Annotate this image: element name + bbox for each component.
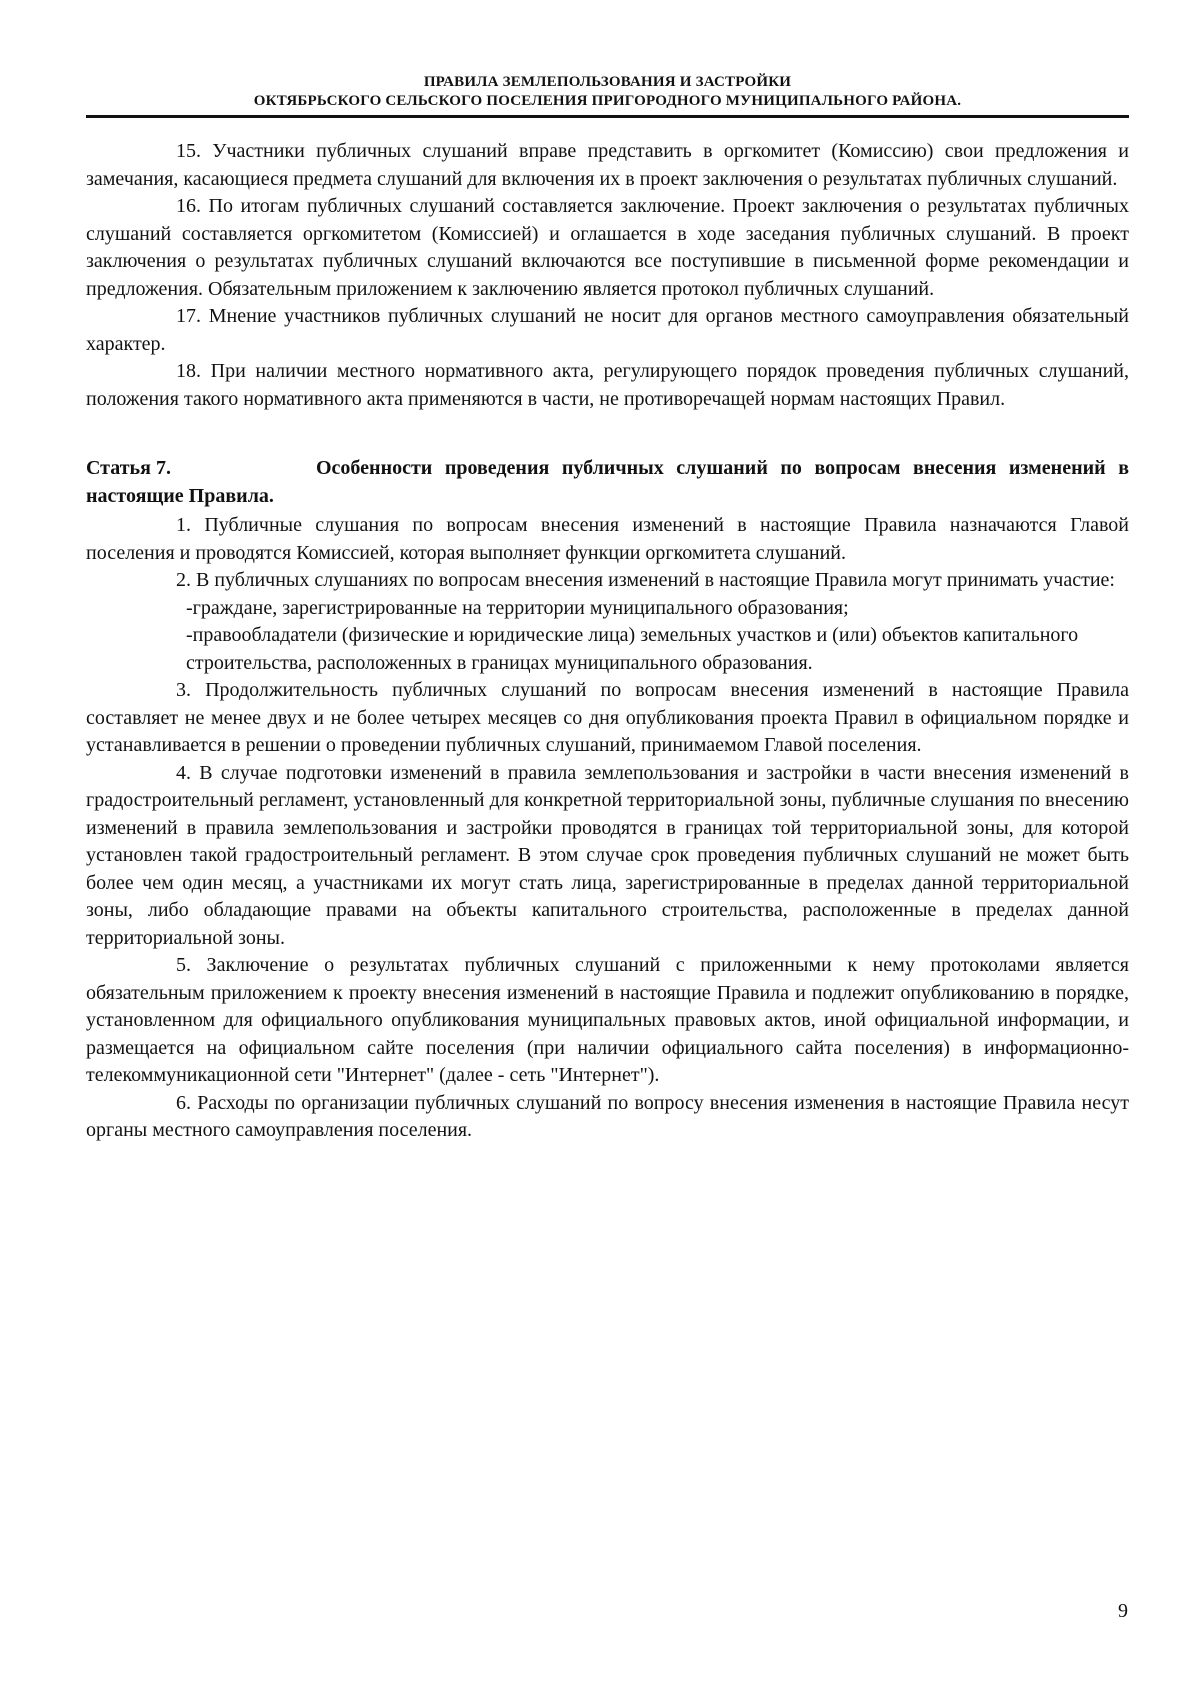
header-line-1: ПРАВИЛА ЗЕМЛЕПОЛЬЗОВАНИЯ И ЗАСТРОЙКИ [423,74,792,90]
paragraph-16: 16. По итогам публичных слушаний составляется заключение. Проект заключения о результатах публичных слушаний составляется оргкомитетом (Комиссией) и оглашается в ходе заседания публичных слушаний. В проект заключения о результатах публичных слушаний включаются все поступившие в письменной форме рекомендации и предложения. Обязательным приложением к заключению является протокол публичных слушаний. [86,195,1129,300]
running-header [86,73,1129,111]
article-paragraph-6: 6. Расходы по организации публичных слушаний по вопросу внесения изменения в настоящие Правила несут органы местного самоуправления поселения. [86,1091,1129,1141]
article-paragraph-5: 5. Заключение о результатах публичных слушаний с приложенными к нему протоколами является обязательным приложением к проекту внесения изменений в настоящие Правила и подлежит опубликованию в порядке, установленном для официального опубликования муниципальных правовых актов, иной официальной информации, и размещается на официальном сайте поселения (при наличии официального сайта поселения) в информационно-телекоммуникационной сети "Интернет" (далее - сеть "Интернет"). [86,954,1129,1086]
list-item-rightholders: -правообладатели (физические и юридические лица) земельных участков и (или) объектов капитального строительства, расположенных в границах муниципального образования. [186,624,1079,674]
paragraph-17: 17. Мнение участников публичных слушаний не носит для органов местного самоуправления обязательный характер. [86,305,1129,355]
paragraph-18: 18. При наличии местного нормативного акта, регулирующего порядок проведения публичных слушаний, положения такого нормативного акта применяются в части, не противоречащей нормам настоящих Правил. [86,360,1129,410]
article-heading [86,455,1129,510]
article-paragraph-1: 1. Публичные слушания по вопросам внесения изменений в настоящие Правила назначаются Главой поселения и проводятся Комиссией, которая выполняет функции оргкомитета слушаний. [86,514,1129,564]
list-item-citizens: -граждане, зарегистрированные на территории муниципального образования; [186,596,849,619]
article-paragraph-3: 3. Продолжительность публичных слушаний по вопросам внесения изменений в настоящие Правила составляет не менее двух и не более четырех месяцев со дня опубликования проекта Правил в официальном порядке и устанавливается в решении о проведении публичных слушаний, принимаемом Главой поселения. [86,679,1129,756]
header-divider [86,115,1129,118]
article-paragraph-4: 4. В случае подготовки изменений в правила землепользования и застройки в части внесения изменений в градостроительный регламент, установленный для конкретной территориальной зоны, публичные слушания по внесению изменений в правила землепользования и застройки проводятся в границах той территориальной зоны, для которой установлен такой градостроительный регламент. В этом случае срок проведения публичных слушаний не может быть более чем один месяц, а участниками их могут стать лица, зарегистрированные в пределах данной территориальной зоны, либо обладающие правами на объекты капитального строительства, расположенные в пределах данной территориальной зоны. [86,761,1129,949]
article-paragraph-2: 2. В публичных слушаниях по вопросам внесения изменений в настоящие Правила могут принимать участие: [176,569,1115,591]
page-number: 9 [1118,1600,1128,1622]
document-body [86,138,1129,1145]
article-number: Статья 7. [86,457,171,479]
header-line-2: ОКТЯБРЬСКОГО СЕЛЬСКОГО ПОСЕЛЕНИЯ ПРИГОРОДНОГО МУНИЦИПАЛЬНОГО РАЙОНА. [253,93,962,109]
paragraph-15: 15. Участники публичных слушаний вправе представить в оргкомитет (Комиссию) свои предложения и замечания, касающиеся предмета слушаний для включения их в проект заключения о результатах публичных слушаний. [86,140,1129,190]
article-title: Особенности проведения публичных слушаний по вопросам внесения изменений в настоящие Правила. [86,457,1129,507]
section-gap [86,413,1129,455]
